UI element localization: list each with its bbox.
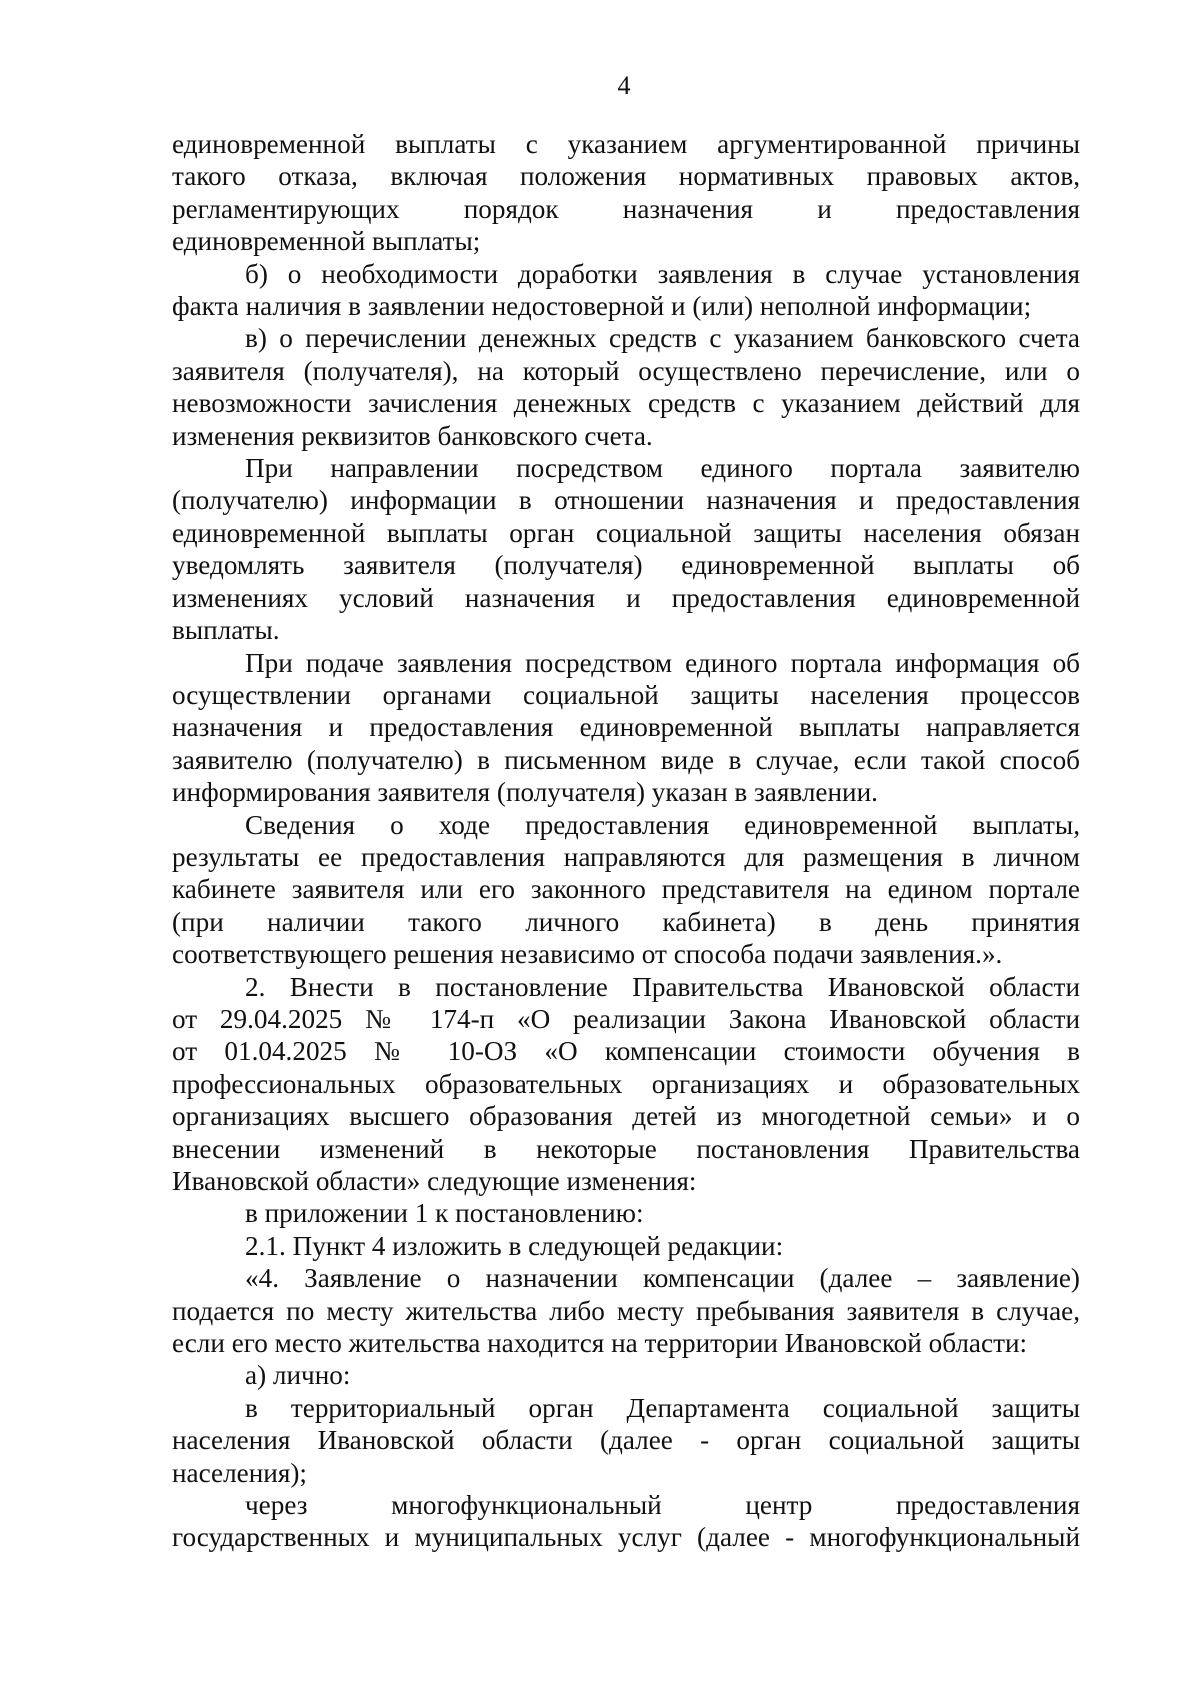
text-line: невозможности зачисления денежных средств с указанием действий для [172, 388, 1080, 419]
text-line: факта наличия в заявлении недостоверной и (или) неполной информации; [172, 291, 1032, 322]
text-line: организациях высшего образования детей из многодетной семьи» и о [172, 1101, 1080, 1132]
text-line: При подаче заявления посредством единого портала информация об [245, 647, 1080, 678]
paragraph [172, 809, 1080, 971]
paragraph [172, 971, 1080, 1198]
text-line: «4. Заявление о назначении компенсации (далее – заявление) [245, 1263, 1080, 1294]
paragraph [172, 1489, 1080, 1554]
text-line: осуществлении органами социальной защиты населения процессов [172, 679, 1080, 710]
text-line: заявителя (получателя), на который осуществлено перечисление, или о [172, 355, 1080, 386]
text-line: выплаты. [172, 615, 280, 646]
text-line: в территориальный орган Департамента социальной защиты [245, 1392, 1080, 1423]
text-line: назначения и предоставления единовременной выплаты направляется [172, 712, 1080, 743]
text-line: единовременной выплаты орган социальной защиты населения обязан [172, 517, 1080, 548]
text-line: уведомлять заявителя (получателя) единовременной выплаты об [172, 550, 1080, 581]
paragraph [172, 1230, 1080, 1262]
text-line: регламентирующих порядок назначения и предоставления [172, 193, 1080, 224]
text-line: б) о необходимости доработки заявления в случае установления [245, 258, 1080, 289]
paragraph [172, 322, 1080, 452]
text-line: населения Ивановской области (далее - орган социальной защиты [172, 1425, 1080, 1456]
document-body [172, 128, 1080, 1554]
text-line: профессиональных образовательных организациях и образовательных [172, 1068, 1080, 1099]
paragraph [172, 128, 1080, 258]
text-line: 2. Внести в постановление Правительства Ивановской области [245, 971, 1080, 1002]
text-line: единовременной выплаты с указанием аргументированной причины [172, 129, 1080, 159]
text-line: заявителю (получателю) в письменном виде в случае, если такой способ [172, 744, 1080, 775]
text-line: в приложении 1 к постановлению: [245, 1198, 644, 1229]
text-line: в) о перечислении денежных средств с указанием банковского счета [245, 323, 1080, 354]
text-line: информирования заявителя (получателя) указан в заявлении. [172, 777, 878, 808]
text-line: от 01.04.2025 № 10-ОЗ «О компенсации стоимости обучения в [172, 1036, 1080, 1067]
text-line: а) лично: [245, 1360, 351, 1391]
paragraph [172, 1262, 1080, 1359]
text-line: 2.1. Пункт 4 изложить в следующей редакции: [245, 1230, 784, 1261]
paragraph [172, 1359, 1080, 1391]
text-line: Сведения о ходе предоставления единовременной выплаты, [245, 809, 1080, 840]
text-line: через многофункциональный центр предоставления [245, 1490, 1080, 1521]
text-line: изменениях условий назначения и предоставления единовременной [172, 582, 1080, 613]
text-line: внесении изменений в некоторые постановления Правительства [172, 1133, 1080, 1164]
text-line: единовременной выплаты; [172, 226, 481, 257]
paragraph [172, 1197, 1080, 1229]
paragraph [172, 452, 1080, 646]
text-line: такого отказа, включая положения нормативных правовых актов, [172, 161, 1080, 192]
text-line: если его место жительства находится на территории Ивановской области: [172, 1328, 1028, 1359]
text-line: населения); [172, 1457, 307, 1488]
text-line: от 29.04.2025 № 174-п «О реализации Закона Ивановской области [172, 1003, 1080, 1034]
text-line: Ивановской области» следующие изменения: [172, 1166, 697, 1196]
paragraph [172, 1392, 1080, 1489]
paragraph [172, 258, 1080, 323]
page-number: 4 [617, 71, 631, 100]
paragraph [172, 647, 1080, 809]
text-line: При направлении посредством единого портала заявителю [245, 453, 1080, 484]
text-line: подается по месту жительства либо месту пребывания заявителя в случае, [172, 1295, 1080, 1326]
text-line: изменения реквизитов банковского счета. [172, 420, 653, 451]
text-line: соответствующего решения независимо от способа подачи заявления.». [172, 939, 1003, 970]
text-line: кабинете заявителя или его законного представителя на едином портале [172, 874, 1080, 905]
text-line: результаты ее предоставления направляются для размещения в личном [172, 841, 1080, 872]
text-line: (при наличии такого личного кабинета) в день принятия [172, 906, 1080, 937]
text-line: (получателю) информации в отношении назначения и предоставления [172, 485, 1080, 516]
text-line: государственных и муниципальных услуг (далее - многофункциональный [172, 1522, 1080, 1553]
